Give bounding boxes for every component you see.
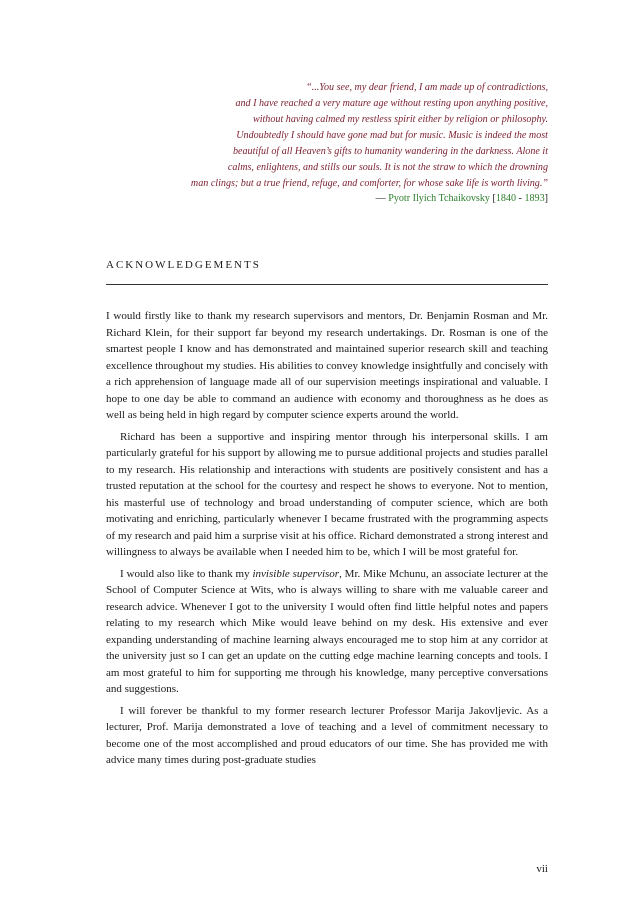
epigraph-line: beautiful of all Heaven’s gifts to humanity wandering in the darkness. Alone it [232,146,548,157]
attribution-dash: — [375,193,389,204]
acknowledgements-body [106,308,548,774]
open-bracket: [ [489,193,496,204]
epigraph-line: without having calmed my restless spirit either by religion or philosophy. [252,114,548,125]
heading-rule [106,284,548,285]
paragraph-mike-rest: , Mr. Mike Mchunu, an associate lecturer at the School of Computer Science at Wits, who is always willing to share with me valuable career and research advice. Whenever I got to the university I would often find little helpful notes and papers relating to my research which Mike would leave behind on my desk. His extensive and ever expanding understanding of machine learning always encouraged me to stop him at any corridor at the university just so I can get an update on the cutting edge machine learning concepts and tools. I am most grateful to him for supporting me through his knowledge, many perceptive conversations and suggestions. [106,567,548,695]
invisible-supervisor-emphasis: invisible supervisor [252,567,340,580]
paragraph-mike [106,566,548,698]
epigraph-quote [118,80,548,192]
epigraph-line: calms, enlightens, and stills our souls. It is not the straw to which the drowning [227,162,548,173]
death-year-link[interactable]: 1893 [524,193,545,204]
epigraph-line: “...You see, my dear friend, I am made up of contradictions, [306,82,548,93]
epigraph-line: and I have reached a very mature age without resting upon anything positive, [235,98,548,109]
birth-year-link[interactable]: 1840 [495,193,517,204]
author-link[interactable]: Pyotr Ilyich Tchaikovsky [388,193,490,204]
paragraph-richard: Richard has been a supportive and inspiring mentor through his interpersonal skills. I am particularly grateful for his support by allowing me to pursue additional projects and studies parallel to my research. His relationship and interactions with students are positively consistent and has a trusted reputation at the school for the courtesy and respect he shows to everyone. Not to mention, his masterful use of technology and broad understanding of computer science, which are both motivating and enriching, particularly whenever I became frustrated with the programming aspects of my research and paid him a surprise visit at his office. Richard demonstrated a strong interest and willingness to always be available when I needed him to be, which I will be most grateful for. [106,430,548,558]
paragraph-mike-start: I would also like to thank my [120,567,253,580]
year-separator: - [516,193,525,204]
epigraph-line: man clings; but a true friend, refuge, and comforter, for whose sake life is worth living.” [190,178,548,189]
epigraph-attribution [118,192,548,206]
paragraph-marija: I will forever be thankful to my former research lecturer Professor Marija Jakovljevic. As a lecturer, Prof. Marija demonstrated a love of teaching and a level of commitment necessary to become one of the most accomplished and proud educators of our time. She has provided me with advice many times during post-graduate studies [106,704,548,766]
paragraph-supervisors: I would firstly like to thank my research supervisors and mentors, Dr. Benjamin Rosman and Mr. Richard Klein, for their support far beyond my research undertakings. Dr. Rosman is one of the smartest people I know and has demonstrated and maintained superior research skill and teaching excellence throughout my studies. His abilities to convey knowledge insightfully and concisely with a rich apprehension of language made all of our supervision meetings inspirational and valuable. I hope to one day be able to command an audience with economy and thoroughness as he does as well as being held in high regard by computer science experts around the world. [106,310,548,421]
page-number: vii [536,863,548,875]
close-bracket: ] [544,193,548,204]
section-heading: ACKNOWLEDGEMENTS [106,259,261,271]
epigraph-line: Undoubtedly I should have gone mad but for music. Music is indeed the most [236,130,548,141]
